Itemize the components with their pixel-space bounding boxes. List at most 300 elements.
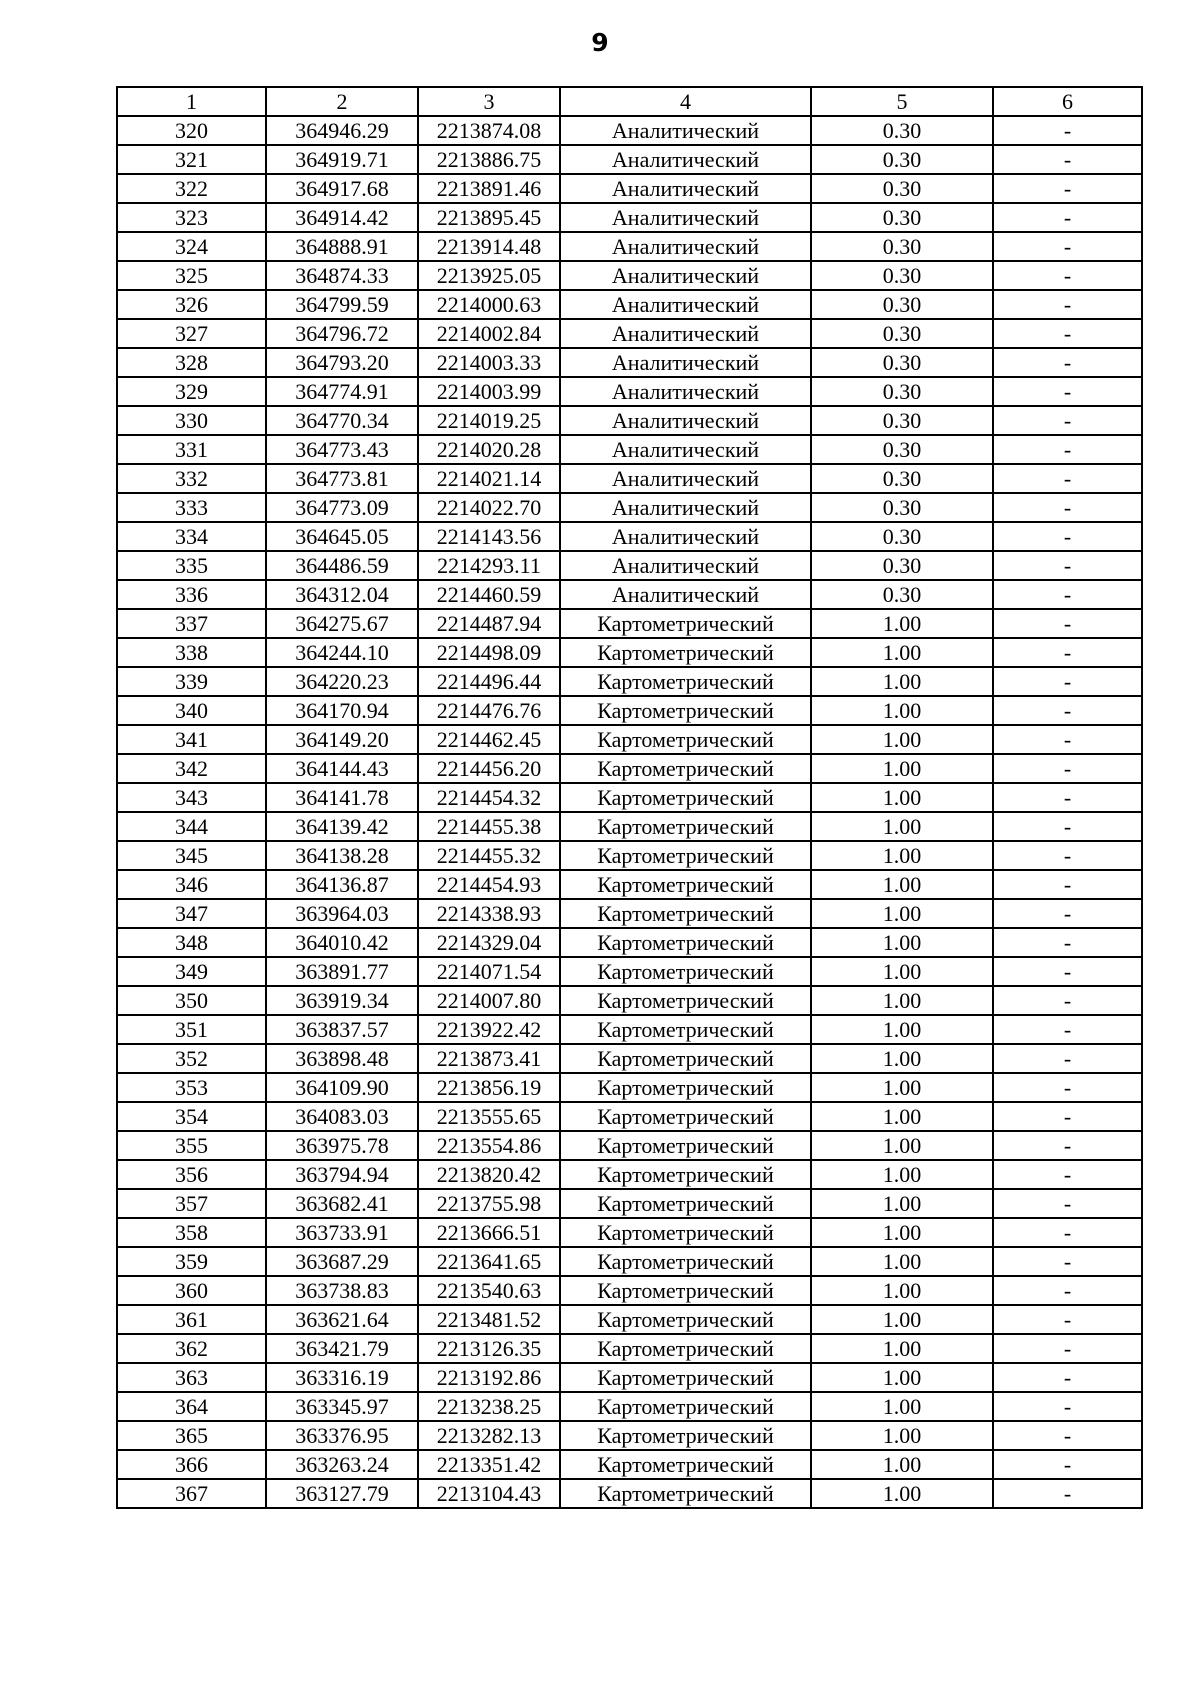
note-cell: - <box>993 464 1142 493</box>
table-row <box>117 348 1142 377</box>
x-coordinate-cell: 364773.09 <box>266 493 418 522</box>
point-number-cell: 349 <box>117 957 266 986</box>
method-cell: Аналитический <box>560 319 811 348</box>
point-number-cell: 350 <box>117 986 266 1015</box>
accuracy-cell: 1.00 <box>811 1015 993 1044</box>
method-cell: Аналитический <box>560 464 811 493</box>
table-row <box>117 1015 1142 1044</box>
point-number-cell: 332 <box>117 464 266 493</box>
y-coordinate-cell: 2213481.52 <box>418 1305 560 1334</box>
table-row <box>117 1479 1142 1508</box>
x-coordinate-cell: 363964.03 <box>266 899 418 928</box>
point-number-cell: 326 <box>117 290 266 319</box>
point-number-cell: 364 <box>117 1392 266 1421</box>
table-row <box>117 609 1142 638</box>
point-number-cell: 365 <box>117 1421 266 1450</box>
x-coordinate-cell: 363376.95 <box>266 1421 418 1450</box>
note-cell: - <box>993 1102 1142 1131</box>
table-row <box>117 1247 1142 1276</box>
y-coordinate-cell: 2213238.25 <box>418 1392 560 1421</box>
method-cell: Картометрический <box>560 1189 811 1218</box>
x-coordinate-cell: 364645.05 <box>266 522 418 551</box>
table-row <box>117 1392 1142 1421</box>
point-number-cell: 343 <box>117 783 266 812</box>
y-coordinate-cell: 2214071.54 <box>418 957 560 986</box>
accuracy-cell: 0.30 <box>811 464 993 493</box>
accuracy-cell: 1.00 <box>811 1421 993 1450</box>
accuracy-cell: 1.00 <box>811 609 993 638</box>
y-coordinate-cell: 2214498.09 <box>418 638 560 667</box>
y-coordinate-cell: 2214460.59 <box>418 580 560 609</box>
note-cell: - <box>993 1421 1142 1450</box>
method-cell: Картометрический <box>560 841 811 870</box>
table-row <box>117 319 1142 348</box>
point-number-cell: 358 <box>117 1218 266 1247</box>
table-row <box>117 812 1142 841</box>
table-row <box>117 1218 1142 1247</box>
method-cell: Картометрический <box>560 957 811 986</box>
y-coordinate-cell: 2213126.35 <box>418 1334 560 1363</box>
y-coordinate-cell: 2214476.76 <box>418 696 560 725</box>
x-coordinate-cell: 364109.90 <box>266 1073 418 1102</box>
accuracy-cell: 1.00 <box>811 812 993 841</box>
point-number-cell: 360 <box>117 1276 266 1305</box>
table-row <box>117 1073 1142 1102</box>
x-coordinate-cell: 363919.34 <box>266 986 418 1015</box>
note-cell: - <box>993 261 1142 290</box>
note-cell: - <box>993 145 1142 174</box>
accuracy-cell: 1.00 <box>811 1363 993 1392</box>
note-cell: - <box>993 1479 1142 1508</box>
point-number-cell: 353 <box>117 1073 266 1102</box>
x-coordinate-cell: 363975.78 <box>266 1131 418 1160</box>
point-number-cell: 363 <box>117 1363 266 1392</box>
table-row <box>117 1334 1142 1363</box>
y-coordinate-cell: 2214454.93 <box>418 870 560 899</box>
method-cell: Аналитический <box>560 116 811 145</box>
point-number-cell: 329 <box>117 377 266 406</box>
y-coordinate-cell: 2213540.63 <box>418 1276 560 1305</box>
y-coordinate-cell: 2213666.51 <box>418 1218 560 1247</box>
method-cell: Картометрический <box>560 1363 811 1392</box>
x-coordinate-cell: 364138.28 <box>266 841 418 870</box>
note-cell: - <box>993 1160 1142 1189</box>
y-coordinate-cell: 2213820.42 <box>418 1160 560 1189</box>
method-cell: Аналитический <box>560 551 811 580</box>
method-cell: Картометрический <box>560 870 811 899</box>
accuracy-cell: 1.00 <box>811 986 993 1015</box>
table-row <box>117 493 1142 522</box>
accuracy-cell: 1.00 <box>811 1392 993 1421</box>
table-row <box>117 841 1142 870</box>
accuracy-cell: 0.30 <box>811 145 993 174</box>
note-cell: - <box>993 1247 1142 1276</box>
point-number-cell: 355 <box>117 1131 266 1160</box>
table-row <box>117 957 1142 986</box>
table-row <box>117 1363 1142 1392</box>
note-cell: - <box>993 1450 1142 1479</box>
y-coordinate-cell: 2213104.43 <box>418 1479 560 1508</box>
y-coordinate-cell: 2213555.65 <box>418 1102 560 1131</box>
table-row <box>117 116 1142 145</box>
method-cell: Картометрический <box>560 1305 811 1334</box>
point-number-cell: 361 <box>117 1305 266 1334</box>
y-coordinate-cell: 2214021.14 <box>418 464 560 493</box>
y-coordinate-cell: 2214293.11 <box>418 551 560 580</box>
accuracy-cell: 0.30 <box>811 261 993 290</box>
table-row <box>117 986 1142 1015</box>
y-coordinate-cell: 2214455.32 <box>418 841 560 870</box>
y-coordinate-cell: 2214002.84 <box>418 319 560 348</box>
x-coordinate-cell: 363345.97 <box>266 1392 418 1421</box>
y-coordinate-cell: 2214003.33 <box>418 348 560 377</box>
note-cell: - <box>993 841 1142 870</box>
column-header-2: 2 <box>266 87 418 116</box>
accuracy-cell: 1.00 <box>811 928 993 957</box>
x-coordinate-cell: 364170.94 <box>266 696 418 725</box>
table-row <box>117 377 1142 406</box>
y-coordinate-cell: 2214019.25 <box>418 406 560 435</box>
point-number-cell: 330 <box>117 406 266 435</box>
point-number-cell: 359 <box>117 1247 266 1276</box>
x-coordinate-cell: 364275.67 <box>266 609 418 638</box>
point-number-cell: 351 <box>117 1015 266 1044</box>
y-coordinate-cell: 2214338.93 <box>418 899 560 928</box>
x-coordinate-cell: 363421.79 <box>266 1334 418 1363</box>
accuracy-cell: 1.00 <box>811 754 993 783</box>
y-coordinate-cell: 2214003.99 <box>418 377 560 406</box>
note-cell: - <box>993 551 1142 580</box>
method-cell: Картометрический <box>560 1247 811 1276</box>
table-row <box>117 1189 1142 1218</box>
accuracy-cell: 0.30 <box>811 203 993 232</box>
header-row <box>117 87 1142 116</box>
x-coordinate-cell: 364770.34 <box>266 406 418 435</box>
column-header-6: 6 <box>993 87 1142 116</box>
method-cell: Картометрический <box>560 754 811 783</box>
column-header-4: 4 <box>560 87 811 116</box>
accuracy-cell: 0.30 <box>811 551 993 580</box>
table-row <box>117 1102 1142 1131</box>
x-coordinate-cell: 364220.23 <box>266 667 418 696</box>
point-number-cell: 328 <box>117 348 266 377</box>
y-coordinate-cell: 2214022.70 <box>418 493 560 522</box>
note-cell: - <box>993 609 1142 638</box>
x-coordinate-cell: 364141.78 <box>266 783 418 812</box>
y-coordinate-cell: 2214496.44 <box>418 667 560 696</box>
table-row <box>117 145 1142 174</box>
point-number-cell: 340 <box>117 696 266 725</box>
x-coordinate-cell: 364773.43 <box>266 435 418 464</box>
method-cell: Аналитический <box>560 290 811 319</box>
note-cell: - <box>993 783 1142 812</box>
x-coordinate-cell: 363898.48 <box>266 1044 418 1073</box>
table-row <box>117 783 1142 812</box>
point-number-cell: 345 <box>117 841 266 870</box>
x-coordinate-cell: 363687.29 <box>266 1247 418 1276</box>
table-row <box>117 551 1142 580</box>
accuracy-cell: 0.30 <box>811 116 993 145</box>
note-cell: - <box>993 1015 1142 1044</box>
point-number-cell: 339 <box>117 667 266 696</box>
accuracy-cell: 1.00 <box>811 1073 993 1102</box>
table-row <box>117 870 1142 899</box>
x-coordinate-cell: 363837.57 <box>266 1015 418 1044</box>
y-coordinate-cell: 2213922.42 <box>418 1015 560 1044</box>
note-cell: - <box>993 348 1142 377</box>
column-header-5: 5 <box>811 87 993 116</box>
accuracy-cell: 1.00 <box>811 783 993 812</box>
table-row <box>117 435 1142 464</box>
method-cell: Аналитический <box>560 232 811 261</box>
point-number-cell: 357 <box>117 1189 266 1218</box>
note-cell: - <box>993 1073 1142 1102</box>
point-number-cell: 331 <box>117 435 266 464</box>
note-cell: - <box>993 812 1142 841</box>
point-number-cell: 336 <box>117 580 266 609</box>
note-cell: - <box>993 1189 1142 1218</box>
table-row <box>117 174 1142 203</box>
method-cell: Картометрический <box>560 783 811 812</box>
point-number-cell: 320 <box>117 116 266 145</box>
note-cell: - <box>993 957 1142 986</box>
table-row <box>117 406 1142 435</box>
table-row <box>117 1276 1142 1305</box>
x-coordinate-cell: 363263.24 <box>266 1450 418 1479</box>
method-cell: Картометрический <box>560 1421 811 1450</box>
accuracy-cell: 0.30 <box>811 348 993 377</box>
accuracy-cell: 1.00 <box>811 696 993 725</box>
table-row <box>117 290 1142 319</box>
method-cell: Картометрический <box>560 1479 811 1508</box>
x-coordinate-cell: 363682.41 <box>266 1189 418 1218</box>
note-cell: - <box>993 522 1142 551</box>
method-cell: Картометрический <box>560 928 811 957</box>
method-cell: Картометрический <box>560 667 811 696</box>
note-cell: - <box>993 667 1142 696</box>
accuracy-cell: 0.30 <box>811 580 993 609</box>
y-coordinate-cell: 2213873.41 <box>418 1044 560 1073</box>
method-cell: Картометрический <box>560 1131 811 1160</box>
method-cell: Аналитический <box>560 580 811 609</box>
page-number: 9 <box>591 28 609 57</box>
x-coordinate-cell: 364888.91 <box>266 232 418 261</box>
note-cell: - <box>993 406 1142 435</box>
method-cell: Картометрический <box>560 1450 811 1479</box>
x-coordinate-cell: 364312.04 <box>266 580 418 609</box>
note-cell: - <box>993 1334 1142 1363</box>
method-cell: Картометрический <box>560 1218 811 1247</box>
method-cell: Картометрический <box>560 1015 811 1044</box>
y-coordinate-cell: 2213925.05 <box>418 261 560 290</box>
accuracy-cell: 0.30 <box>811 232 993 261</box>
point-number-cell: 334 <box>117 522 266 551</box>
accuracy-cell: 1.00 <box>811 1218 993 1247</box>
x-coordinate-cell: 364083.03 <box>266 1102 418 1131</box>
note-cell: - <box>993 377 1142 406</box>
note-cell: - <box>993 638 1142 667</box>
method-cell: Картометрический <box>560 986 811 1015</box>
method-cell: Аналитический <box>560 348 811 377</box>
y-coordinate-cell: 2214456.20 <box>418 754 560 783</box>
method-cell: Аналитический <box>560 493 811 522</box>
accuracy-cell: 0.30 <box>811 522 993 551</box>
method-cell: Картометрический <box>560 1073 811 1102</box>
point-number-cell: 323 <box>117 203 266 232</box>
table-row <box>117 1305 1142 1334</box>
y-coordinate-cell: 2214329.04 <box>418 928 560 957</box>
method-cell: Картометрический <box>560 1102 811 1131</box>
point-number-cell: 348 <box>117 928 266 957</box>
x-coordinate-cell: 364144.43 <box>266 754 418 783</box>
point-number-cell: 344 <box>117 812 266 841</box>
table-row <box>117 1160 1142 1189</box>
table-row <box>117 725 1142 754</box>
note-cell: - <box>993 290 1142 319</box>
y-coordinate-cell: 2213856.19 <box>418 1073 560 1102</box>
note-cell: - <box>993 870 1142 899</box>
accuracy-cell: 1.00 <box>811 667 993 696</box>
note-cell: - <box>993 493 1142 522</box>
note-cell: - <box>993 986 1142 1015</box>
accuracy-cell: 0.30 <box>811 435 993 464</box>
accuracy-cell: 1.00 <box>811 957 993 986</box>
table-row <box>117 928 1142 957</box>
note-cell: - <box>993 116 1142 145</box>
coordinates-table <box>116 86 1143 1509</box>
x-coordinate-cell: 363621.64 <box>266 1305 418 1334</box>
point-number-cell: 347 <box>117 899 266 928</box>
table-row <box>117 1131 1142 1160</box>
accuracy-cell: 0.30 <box>811 174 993 203</box>
x-coordinate-cell: 364914.42 <box>266 203 418 232</box>
x-coordinate-cell: 364874.33 <box>266 261 418 290</box>
y-coordinate-cell: 2214000.63 <box>418 290 560 319</box>
x-coordinate-cell: 363738.83 <box>266 1276 418 1305</box>
table-row <box>117 696 1142 725</box>
y-coordinate-cell: 2214143.56 <box>418 522 560 551</box>
y-coordinate-cell: 2214455.38 <box>418 812 560 841</box>
note-cell: - <box>993 203 1142 232</box>
table-row <box>117 261 1142 290</box>
note-cell: - <box>993 1392 1142 1421</box>
note-cell: - <box>993 1218 1142 1247</box>
method-cell: Аналитический <box>560 261 811 290</box>
x-coordinate-cell: 364796.72 <box>266 319 418 348</box>
method-cell: Картометрический <box>560 1392 811 1421</box>
x-coordinate-cell: 363733.91 <box>266 1218 418 1247</box>
point-number-cell: 327 <box>117 319 266 348</box>
method-cell: Картометрический <box>560 1334 811 1363</box>
point-number-cell: 338 <box>117 638 266 667</box>
x-coordinate-cell: 363127.79 <box>266 1479 418 1508</box>
y-coordinate-cell: 2213351.42 <box>418 1450 560 1479</box>
accuracy-cell: 0.30 <box>811 493 993 522</box>
method-cell: Аналитический <box>560 145 811 174</box>
note-cell: - <box>993 435 1142 464</box>
accuracy-cell: 1.00 <box>811 1479 993 1508</box>
method-cell: Аналитический <box>560 203 811 232</box>
x-coordinate-cell: 363891.77 <box>266 957 418 986</box>
x-coordinate-cell: 364136.87 <box>266 870 418 899</box>
y-coordinate-cell: 2213874.08 <box>418 116 560 145</box>
method-cell: Аналитический <box>560 406 811 435</box>
x-coordinate-cell: 364774.91 <box>266 377 418 406</box>
table-row <box>117 1421 1142 1450</box>
method-cell: Картометрический <box>560 1160 811 1189</box>
point-number-cell: 342 <box>117 754 266 783</box>
method-cell: Аналитический <box>560 377 811 406</box>
point-number-cell: 335 <box>117 551 266 580</box>
method-cell: Аналитический <box>560 522 811 551</box>
note-cell: - <box>993 319 1142 348</box>
note-cell: - <box>993 232 1142 261</box>
accuracy-cell: 1.00 <box>811 1160 993 1189</box>
x-coordinate-cell: 364244.10 <box>266 638 418 667</box>
point-number-cell: 341 <box>117 725 266 754</box>
point-number-cell: 333 <box>117 493 266 522</box>
point-number-cell: 367 <box>117 1479 266 1508</box>
table-row <box>117 667 1142 696</box>
column-header-3: 3 <box>418 87 560 116</box>
accuracy-cell: 1.00 <box>811 1334 993 1363</box>
y-coordinate-cell: 2214487.94 <box>418 609 560 638</box>
y-coordinate-cell: 2213886.75 <box>418 145 560 174</box>
x-coordinate-cell: 364919.71 <box>266 145 418 174</box>
accuracy-cell: 1.00 <box>811 870 993 899</box>
x-coordinate-cell: 364010.42 <box>266 928 418 957</box>
table-body <box>117 116 1142 1508</box>
y-coordinate-cell: 2214462.45 <box>418 725 560 754</box>
point-number-cell: 321 <box>117 145 266 174</box>
y-coordinate-cell: 2213914.48 <box>418 232 560 261</box>
note-cell: - <box>993 1305 1142 1334</box>
note-cell: - <box>993 1044 1142 1073</box>
point-number-cell: 324 <box>117 232 266 261</box>
point-number-cell: 352 <box>117 1044 266 1073</box>
column-header-1: 1 <box>117 87 266 116</box>
accuracy-cell: 1.00 <box>811 1131 993 1160</box>
x-coordinate-cell: 363794.94 <box>266 1160 418 1189</box>
point-number-cell: 325 <box>117 261 266 290</box>
x-coordinate-cell: 364799.59 <box>266 290 418 319</box>
note-cell: - <box>993 754 1142 783</box>
note-cell: - <box>993 696 1142 725</box>
accuracy-cell: 1.00 <box>811 899 993 928</box>
table-row <box>117 232 1142 261</box>
x-coordinate-cell: 364486.59 <box>266 551 418 580</box>
accuracy-cell: 1.00 <box>811 1276 993 1305</box>
accuracy-cell: 0.30 <box>811 319 993 348</box>
x-coordinate-cell: 364917.68 <box>266 174 418 203</box>
table-row <box>117 1450 1142 1479</box>
note-cell: - <box>993 174 1142 203</box>
y-coordinate-cell: 2214020.28 <box>418 435 560 464</box>
method-cell: Картометрический <box>560 1044 811 1073</box>
method-cell: Картометрический <box>560 812 811 841</box>
accuracy-cell: 1.00 <box>811 638 993 667</box>
point-number-cell: 356 <box>117 1160 266 1189</box>
accuracy-cell: 1.00 <box>811 1247 993 1276</box>
table-row <box>117 899 1142 928</box>
x-coordinate-cell: 363316.19 <box>266 1363 418 1392</box>
accuracy-cell: 1.00 <box>811 841 993 870</box>
accuracy-cell: 1.00 <box>811 1305 993 1334</box>
x-coordinate-cell: 364149.20 <box>266 725 418 754</box>
point-number-cell: 337 <box>117 609 266 638</box>
point-number-cell: 366 <box>117 1450 266 1479</box>
x-coordinate-cell: 364773.81 <box>266 464 418 493</box>
